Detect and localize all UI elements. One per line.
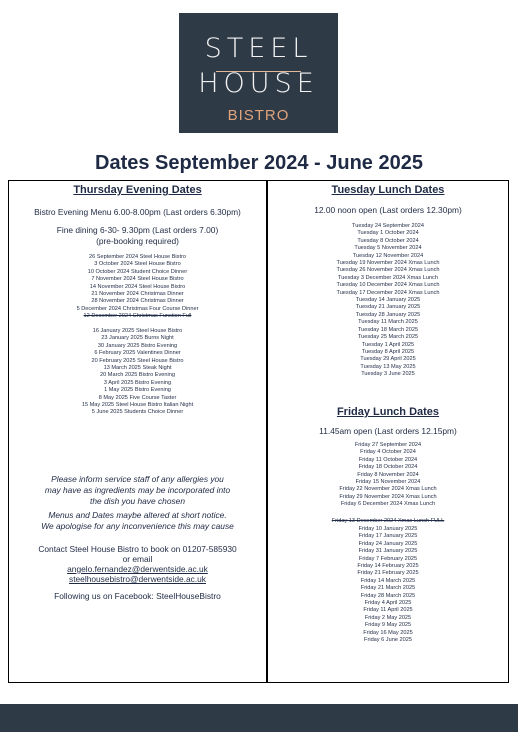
tuesday-date: Tuesday 8 October 2024 [357, 237, 419, 244]
friday-date: Friday 14 March 2025 [360, 577, 416, 584]
thursday-date: 23 January 2025 Burns Night [101, 335, 174, 342]
friday-date-struck: Friday 13 December 2024 Xmas Lunch FULL [331, 518, 445, 524]
friday-times: 11.45am open (Last orders 12.15pm) [319, 426, 457, 436]
friday-date: Friday 14 February 2025 [357, 563, 419, 570]
friday-date: Friday 6 December 2024 Xmas Lunch [340, 501, 436, 508]
friday-date: Friday 29 November 2024 Xmas Lunch [339, 493, 437, 500]
tuesday-times: 12.00 noon open (Last orders 12.30pm) [314, 205, 462, 215]
allergy-line: Please inform service staff of any allergies you [51, 474, 224, 484]
fine-dining-times: Fine dining 6-30- 9.30pm (Last orders 7.00) [56, 225, 219, 235]
email-link-angelo[interactable]: angelo.fernandez@derwentside.ac.uk [67, 564, 208, 574]
thursday-date: 3 October 2024 Steel House Bistro [94, 261, 181, 268]
tuesday-date: Tuesday 28 January 2025 [355, 311, 421, 318]
thursday-date: 28 November 2024 Christmas Dinner [91, 298, 184, 305]
friday-date: Friday 6 June 2025 [364, 637, 412, 644]
thursday-date: 26 September 2024 Steel House Bistro [88, 254, 187, 260]
friday-date: Friday 2 May 2025 [364, 614, 412, 621]
thursday-date: 15 May 2025 Steel House Bistro Italian Night [81, 402, 194, 409]
thursday-date: 14 November 2024 Steel House Bistro [89, 283, 186, 290]
tuesday-date: Tuesday 3 December 2024 Xmas Lunch [338, 274, 438, 281]
thursday-date: 5 December 2024 Christmas Four Course Dinner [76, 305, 199, 312]
tuesday-date: Tuesday 26 November 2024 Xmas Lunch [336, 267, 440, 274]
friday-date: Friday 4 October 2024 [360, 449, 416, 456]
friday-date: Friday 9 May 2025 [364, 622, 412, 629]
friday-date: Friday 7 February 2025 [358, 555, 418, 562]
notice-line: Menus and Dates maybe altered at short notice. [48, 510, 227, 520]
or-email-label: or email [122, 554, 153, 564]
logo-word-bistro: BISTRO [227, 107, 290, 124]
tuesday-date: Tuesday 5 November 2024 [354, 245, 422, 252]
thursday-date: 8 May 2025 Five Course Taster [98, 394, 177, 401]
notice-line: We apologise for any inconvenience this may cause [41, 521, 234, 531]
thursday-date: 3 April 2025 Bistro Evening [103, 379, 172, 386]
thursday-date: 7 November 2024 Steel House Bistro [91, 276, 184, 283]
facebook-note: Following us on Facebook: SteelHouseBistro [54, 591, 221, 601]
thursday-date: 5 June 2025 Students Choice Dinner [91, 409, 184, 416]
friday-date: Friday 24 January 2025 [358, 540, 418, 547]
friday-date: Friday 16 May 2025 [363, 629, 413, 636]
thursday-date: 13 March 2025 Steak Night [103, 365, 172, 372]
bistro-logo [179, 13, 338, 133]
tuesday-date: Tuesday 11 March 2025 [358, 319, 418, 326]
friday-date: Friday 27 September 2024 [354, 442, 422, 448]
thursday-date: 6 February 2025 Valentines Dinner [94, 350, 181, 357]
tuesday-date: Tuesday 17 December 2024 Xmas Lunch [336, 289, 440, 296]
tuesday-date: Tuesday 1 April 2025 [361, 341, 415, 348]
tuesday-date: Tuesday 13 May 2025 [360, 363, 416, 370]
thursday-date: 20 March 2025 Bistro Evening [100, 372, 175, 379]
tuesday-date: Tuesday 8 April 2025 [361, 348, 415, 355]
friday-dates-spring [268, 526, 508, 645]
friday-date: Friday 31 January 2025 [358, 548, 418, 555]
tuesday-date: Tuesday 21 January 2025 [355, 304, 421, 311]
friday-date: Friday 8 November 2024 [357, 471, 419, 478]
thursday-date: 1 May 2025 Bistro Evening [104, 387, 171, 394]
friday-date: Friday 21 March 2025 [360, 585, 416, 592]
contact-phone: Contact Steel House Bistro to book on 01207-585930 [38, 544, 237, 554]
footer-bar [0, 704, 518, 732]
tuesday-date: Tuesday 14 January 2025 [355, 297, 421, 304]
tuesday-dates [268, 223, 508, 379]
friday-date: Friday 22 November 2024 Xmas Lunch [339, 486, 437, 493]
tuesday-date: Tuesday 19 November 2024 Xmas Lunch [336, 260, 440, 267]
friday-date: Friday 11 April 2025 [363, 607, 413, 614]
prebooking-note: (pre-booking required) [96, 236, 179, 246]
allergy-notice [10, 474, 265, 507]
friday-date: Friday 11 October 2024 [358, 456, 418, 463]
tuesday-date: Tuesday 12 November 2024 [352, 252, 424, 259]
email-link-steelhouse[interactable]: steelhousebistro@derwentside.ac.uk [69, 574, 206, 584]
allergy-line: the dish you have chosen [90, 496, 185, 506]
thursday-date: 10 October 2024 Student Choice Dinner [87, 268, 188, 275]
thursday-date: 30 January 2025 Bistro Evening [97, 342, 178, 349]
allergy-line: may have as ingredients may be incorporated into [44, 485, 231, 495]
friday-heading: Friday Lunch Dates [336, 406, 440, 418]
thursday-date: 16 January 2025 Steel House Bistro [92, 328, 183, 334]
tuesday-date: Tuesday 1 October 2024 [357, 230, 419, 237]
thursday-date: 20 February 2025 Steel House Bistro [91, 357, 184, 364]
tuesday-date: Tuesday 25 March 2025 [357, 334, 419, 341]
friday-date: Friday 18 October 2024 [358, 464, 418, 471]
tuesday-heading: Tuesday Lunch Dates [331, 184, 445, 196]
friday-date: Friday 28 March 2025 [360, 592, 416, 599]
thursday-dates-spring [10, 328, 265, 417]
tuesday-date: Tuesday 24 September 2024 [352, 223, 424, 229]
friday-date: Friday 15 November 2024 [355, 479, 421, 486]
tuesday-date: Tuesday 10 December 2024 Xmas Lunch [336, 282, 440, 289]
friday-date: Friday 10 January 2025 [358, 526, 418, 532]
friday-dates-autumn [268, 442, 508, 509]
thursday-heading: Thursday Evening Dates [73, 184, 202, 196]
friday-date: Friday 17 January 2025 [358, 533, 418, 540]
tuesday-date: Tuesday 29 April 2025 [360, 356, 416, 363]
logo-word-steel: STEEL [204, 33, 313, 64]
alteration-notice [10, 510, 265, 532]
logo-word-house: HOUSE [198, 68, 319, 99]
thursday-date-struck: 12 December 2024 Christmas Function Full [83, 313, 192, 319]
friday-date: Friday 21 February 2025 [357, 570, 419, 577]
bistro-menu-times: Bistro Evening Menu 6.00-8.00pm (Last orders 6.30pm) [34, 207, 241, 217]
tuesday-date: Tuesday 3 June 2025 [361, 371, 415, 378]
friday-date: Friday 4 April 2025 [364, 600, 412, 607]
page-title: Dates September 2024 - June 2025 [95, 152, 423, 174]
tuesday-date: Tuesday 18 March 2025 [357, 326, 419, 333]
thursday-date: 21 November 2024 Christmas Dinner [91, 291, 184, 298]
thursday-dates-autumn [10, 254, 265, 313]
